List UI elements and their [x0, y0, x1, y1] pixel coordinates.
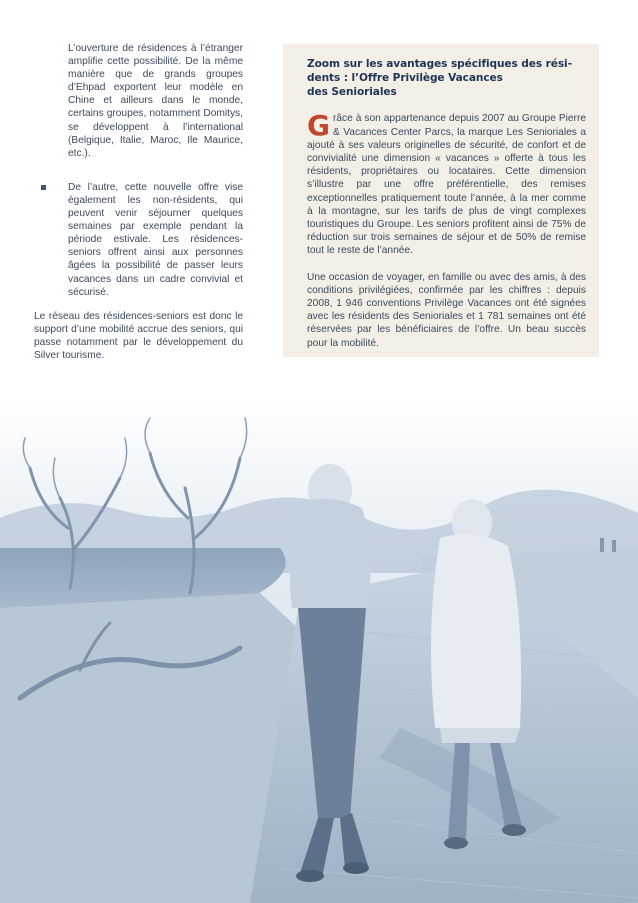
sidebar-paragraph-1	[307, 109, 586, 257]
sidebar-title-line2: dents : l’Offre Privilège Vacances	[307, 71, 503, 84]
sidebar-title-line1: Zoom sur les avantages spécifiques des rési-	[307, 58, 572, 70]
drop-cap: G	[307, 109, 330, 143]
bullet-text: De l’autre, cette nouvelle offre vise également les non-résidents, qui peuvent venir séjourner quelques semaines par exemple pendant la période estivale. Les résidences-seniors offrent ainsi aux personnes âgées la possibilité de passer leurs vacances dans un cadre convivial et sécurisé.	[68, 181, 243, 298]
square-bullet-icon	[41, 185, 46, 190]
left-column	[34, 42, 243, 362]
intro-paragraph: L’ouverture de résidences à l’étranger amplifie cette possibilité. De la même manière que de grands groupes d’Ehpad exportent leur modèle en Chine et ailleurs dans le monde, certains groupes, notamment Domitys, se développent à l’international (Belgique, Italie, Maroc, Ile Maurice, etc.).	[68, 43, 243, 159]
photo-elderly-couple-walking	[0, 398, 638, 903]
closing-paragraph: Le réseau des résidences-seniors est donc le support d’une mobilité accrue des seniors, qui passe notamment par le développement du Silver tourisme.	[34, 310, 243, 361]
sidebar-paragraph-1-text: râce à son appartenance depuis 2007 au Groupe Pierre & Vacances Center Parcs, la marque Les Senioriales a ajouté à ses valeurs originelles de sécurité, de confort et de convivialité une dimension « vacances » offerte à tous les résidents, propriétaires ou locataires. Cette dimension s’illustre par une offre préférentielle, des remises exceptionnelles pratiquement toute l’année, à la mer comme à la montagne, sur les tarifs de plus de vingt complexes touristiques du Groupe. Les seniors profitent ainsi de 75% de réduction sur trois semaines de séjour et de 50% de remise tout le reste de l’année.	[307, 113, 586, 257]
sidebar-title-line3: des Senioriales	[307, 85, 397, 98]
sidebar-paragraph-2: Une occasion de voyager, en famille ou avec des amis, à des conditions privilégiées, confirmée par les chiffres : depuis 2008, 1 946 conventions Privilège Vacances ont été signées avec les résidents des Senioriales et 1 781 semaines ont été réservées par les bénéficiaires de l’offre. Un beau succès pour la mobilité.	[307, 271, 586, 349]
bullet-list-item	[34, 181, 243, 299]
sidebar-box	[283, 44, 599, 357]
sidebar-title	[307, 58, 586, 99]
